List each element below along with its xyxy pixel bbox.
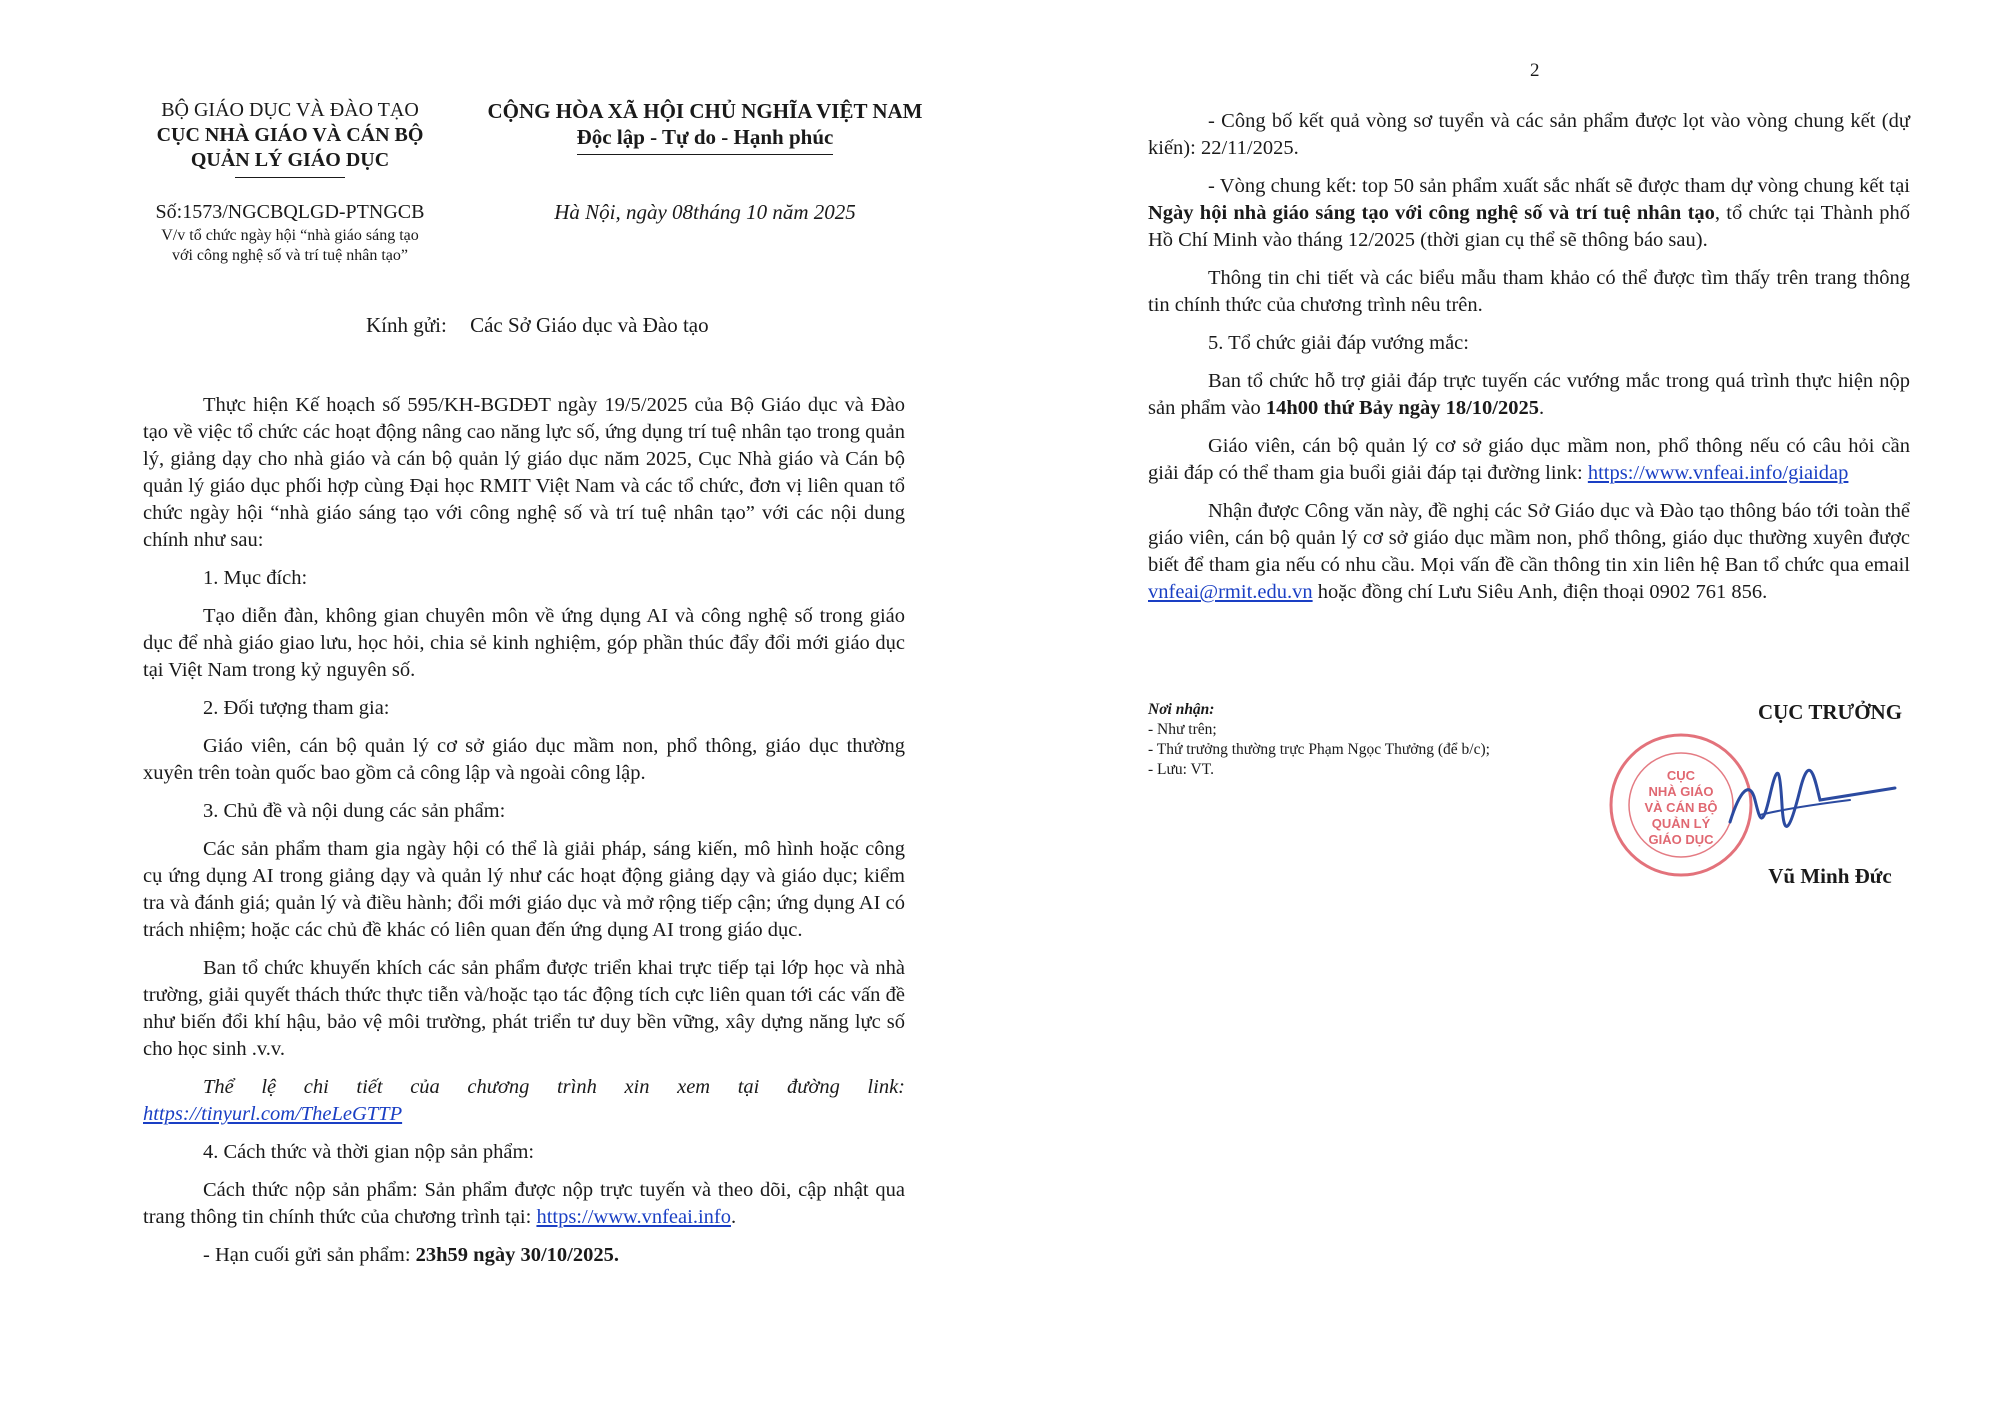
section-3-text-1: Các sản phẩm tham gia ngày hội có thể là giải pháp, sáng kiến, mô hình hoặc công cụ ứng dụng AI trong giảng dạy và quản lý như các hoạt động giảng dạy và giáo dục; kiểm tra và đánh giá; quản lý và điều hành; đổi mới giáo dục và mở rộng tiếp cận; ứng dụng AI có trách nhiệm; hoặc các chủ đề khác có liên quan đến ứng dụng AI trong giáo dục. — [143, 838, 905, 941]
subject-line1: V/v tổ chức ngày hội “nhà giáo sáng tạo — [161, 227, 419, 244]
qa-text: Giáo viên, cán bộ quản lý cơ sở giáo dục mầm non, phổ thông nếu có câu hỏi cần giải đáp có thể tham gia buổi giải đáp tại đường link: — [1148, 435, 1910, 484]
subject-line2: với công nghệ số và trí tuệ nhân tạo” — [172, 247, 408, 264]
svg-text:NHÀ GIÁO: NHÀ GIÁO — [1648, 784, 1714, 799]
rules-link[interactable]: https://tinyurl.com/TheLeGTTP — [143, 1103, 403, 1125]
section-3-text-2: Ban tổ chức khuyến khích các sản phẩm được triển khai trực tiếp tại lớp học và nhà trường, giải quyết thách thức thực tiễn và/hoặc tạo tác động tích cực liên quan tới các vấn đề như biến đổi khí hậu, bảo vệ môi trường, phát triển tư duy bền vững, xây dựng năng lực số cho học sinh .v.v. — [143, 957, 905, 1060]
recipients-list — [1148, 700, 1628, 780]
recipients-title: Nơi nhận: — [1148, 701, 1215, 718]
signer-name: Vũ Minh Đức — [1768, 864, 1892, 888]
final-round-text-a: - Vòng chung kết: top 50 sản phẩm xuất sắc nhất sẽ được tham dự vòng chung kết tại — [1208, 175, 1910, 197]
body-page-1 — [143, 392, 905, 1280]
event-name: Ngày hội nhà giáo sáng tạo với công nghệ số và trí tuệ nhân tạo — [1148, 202, 1715, 224]
support-text-c: . — [1539, 397, 1545, 419]
closing-paragraph — [1148, 498, 1910, 606]
document-number: Số:1573/NGCBQLGD-PTNGCB — [155, 201, 425, 223]
section-4-title: 4. Cách thức và thời gian nộp sản phẩm: — [203, 1141, 535, 1163]
submission-link[interactable]: https://www.vnfeai.info — [536, 1206, 731, 1228]
section-4-text — [143, 1177, 905, 1231]
document-subject — [120, 226, 460, 266]
issuing-agency-header — [120, 98, 460, 178]
recipients-item: - Như trên; — [1148, 721, 1217, 738]
nation-name: CỘNG HÒA XÃ HỘI CHỦ NGHĨA VIỆT NAM — [487, 99, 923, 123]
qa-link[interactable]: https://www.vnfeai.info/giaidap — [1587, 462, 1849, 484]
final-round-paragraph — [1148, 173, 1910, 254]
svg-text:CỤC: CỤC — [1666, 768, 1696, 783]
national-motto: Độc lập - Tự do - Hạnh phúc — [577, 124, 834, 155]
department-name-line2: QUẢN LÝ GIÁO DỤC — [190, 149, 390, 171]
results-announcement: - Công bố kết quả vòng sơ tuyển và các sản phẩm được lọt vào vòng chung kết (dự kiến): 22/11/2025. — [1148, 110, 1910, 159]
page-2 — [1000, 0, 2000, 1414]
section-5-title: 5. Tổ chức giải đáp vướng mắc: — [1208, 332, 1469, 354]
final-round-text-c: , tổ chức tại Thành phố Hồ Chí Minh vào tháng 12/2025 (thời gian cụ thể sẽ thông báo sau). — [1148, 202, 1910, 251]
deadline-label: - Hạn cuối gửi sản phẩm: — [203, 1244, 411, 1266]
department-name-line1: CỤC NHÀ GIÁO VÀ CÁN BỘ — [156, 124, 424, 146]
closing-text-a: Nhận được Công văn này, đề nghị các Sở Giáo dục và Đào tạo thông báo tới toàn thể giáo viên, cán bộ quản lý cơ sở giáo dục mầm non, phổ thông, giáo dục thường xuyên được biết để tham gia nếu có nhu cầu. Mọi vấn đề cần thông tin xin liên hệ Ban tổ chức qua email — [1148, 500, 1910, 576]
national-header — [470, 98, 940, 155]
recipients-item: - Lưu: VT. — [1148, 761, 1214, 778]
recipients-item: - Thứ trưởng thường trực Phạm Ngọc Thưởng (để b/c); — [1148, 741, 1490, 758]
submission-method-text: Cách thức nộp sản phẩm: Sản phẩm được nộp trực tuyến và theo dõi, cập nhật qua trang thông tin chính thức của chương trình tại: — [143, 1179, 905, 1228]
info-paragraph: Thông tin chi tiết và các biểu mẫu tham khảo có thể được tìm thấy trên trang thông tin chính thức của chương trình nêu trên. — [1148, 267, 1910, 316]
body-page-2 — [1148, 108, 1910, 617]
closing-text-b: hoặc đồng chí Lưu Siêu Anh, điện thoại 0902 761 856. — [1317, 581, 1768, 603]
submission-link-end: . — [730, 1206, 737, 1228]
support-text-a: Ban tổ chức hỗ trợ giải đáp trực tuyến các vướng mắc trong quá trình thực hiện nộp sản phẩm vào — [1148, 370, 1910, 419]
section-2-title: 2. Đối tượng tham gia: — [203, 697, 390, 719]
date-line: Hà Nội, ngày 08tháng 10 năm 2025 — [554, 200, 856, 224]
contact-email-link[interactable]: vnfeai@rmit.edu.vn — [1148, 581, 1313, 603]
signature-icon — [1720, 760, 1900, 840]
recipient-value: Các Sở Giáo dục và Đào tạo — [470, 313, 709, 337]
signatory-title: CỤC TRƯỞNG — [1757, 700, 1903, 724]
qa-paragraph — [1148, 433, 1910, 487]
section-3-title: 3. Chủ đề và nội dung các sản phẩm: — [203, 800, 506, 822]
support-paragraph — [1148, 368, 1910, 422]
page-number: 2 — [1530, 60, 1540, 81]
recipient-label: Kính gửi: — [366, 313, 447, 337]
rules-paragraph — [143, 1074, 905, 1128]
svg-text:QUẢN LÝ: QUẢN LÝ — [1651, 816, 1711, 831]
header-rule — [235, 177, 345, 178]
svg-text:VÀ CÁN BỘ: VÀ CÁN BỘ — [1644, 800, 1718, 815]
ministry-name: BỘ GIÁO DỤC VÀ ĐÀO TẠO — [161, 99, 419, 121]
svg-text:GIÁO DỤC: GIÁO DỤC — [1648, 832, 1714, 847]
section-2-text: Giáo viên, cán bộ quản lý cơ sở giáo dục mầm non, phổ thông, giáo dục thường xuyên trên toàn quốc bao gồm cả công lập và ngoài công lập. — [143, 735, 905, 784]
section-1-text: Tạo diễn đàn, không gian chuyên môn về ứng dụng AI và công nghệ số trong giáo dục để nhà giáo giao lưu, học hỏi, chia sẻ kinh nghiệm, góp phần thúc đẩy đổi mới giáo dục tại Việt Nam trong kỷ nguyên số. — [143, 605, 905, 681]
support-time: 14h00 thứ Bảy ngày 18/10/2025 — [1265, 397, 1540, 419]
intro-paragraph: Thực hiện Kế hoạch số 595/KH-BGDĐT ngày 19/5/2025 của Bộ Giáo dục và Đào tạo về việc tổ chức các hoạt động nâng cao năng lực số, ứng dụng trí tuệ nhân tạo trong quản lý, giảng dạy cho nhà giáo và cán bộ quản lý giáo dục năm 2025, Cục Nhà giáo và Cán bộ quản lý giáo dục phối hợp cùng Đại học RMIT Việt Nam và các tổ chức, đơn vị liên quan tổ chức ngày hội “nhà giáo sáng tạo với công nghệ số và trí tuệ nhân tạo” với các nội dung chính như sau: — [143, 394, 905, 551]
recipient — [366, 313, 709, 338]
rules-text: Thể lệ chi tiết của chương trình xin xem tại đường link: — [203, 1076, 905, 1098]
section-1-title: 1. Mục đích: — [203, 567, 308, 589]
deadline-value: 23h59 ngày 30/10/2025. — [415, 1244, 619, 1266]
deadline-paragraph — [143, 1242, 905, 1269]
